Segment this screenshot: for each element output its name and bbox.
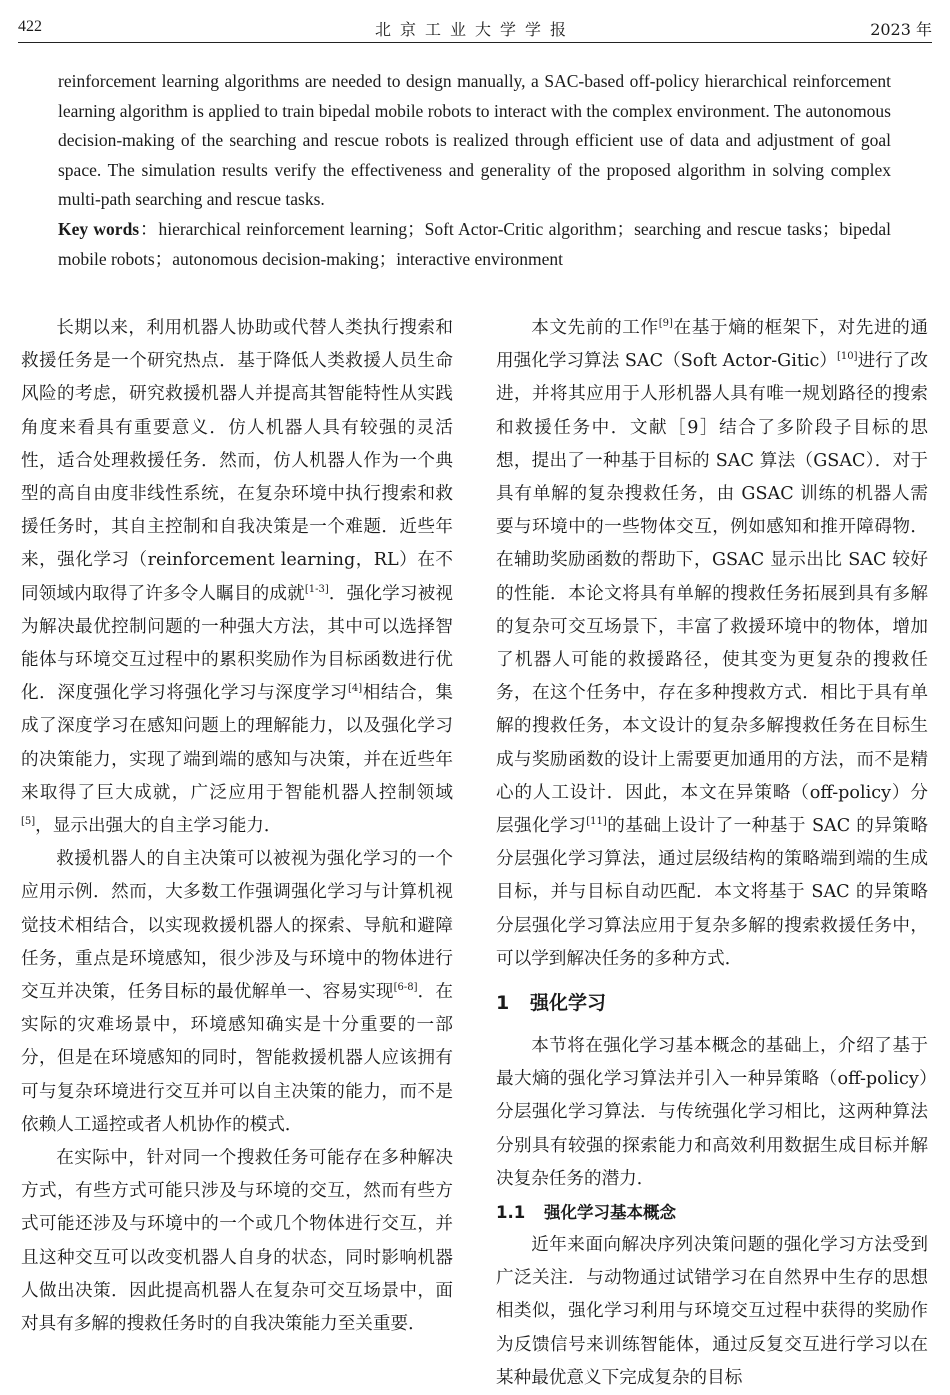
running-header [18, 14, 932, 43]
section-title: 强化学习 [530, 992, 607, 1015]
paragraph: 救援机器人的自主决策可以被视为强化学习的一个应用示例．然而，大多数工作强调强化学习与计算机视觉技术相结合，以实现救援机器人的探索、导航和避障任务，重点是环境感知，很少涉及与环境中的物体进行交互并决策，任务目标的最优解单一、容易实现[6-8]．在实际的灾难场景中，环境感知确实是十分重要的一部分，但是在环境感知的同时，智能救援机器人应该拥有可与复杂环境进行交互并可以自主决策的能力，而不是依赖人工遥控或者人机协作的模式． [21, 849, 453, 1135]
citation: [9] [658, 318, 673, 330]
keywords-label: Key words [58, 218, 140, 239]
citation: [11] [586, 816, 607, 828]
citation: [4] [347, 683, 363, 695]
publication-year: 2023 年 [870, 20, 932, 39]
paragraph: 长期以来，利用机器人协助或代替人类执行搜索和救援任务是一个研究热点．基于降低人类救援人员生命风险的考虑，研究救援机器人并提高其智能特性从实践角度来看具有重要意义．仿人机器人具有较强的灵活性，适合处理救援任务．然而，仿人机器人作为一个典型的高自由度非线性系统，在复杂环境中执行搜索和救援任务时，其自主控制和自我决策是一个难题．近些年来，强化学习（reinforcement learning，RL）在不同领域内取得了许多令人瞩目的成就[1-3]．强化学习被视为解决最优控制问题的一种强大方法，其中可以选择智能体与环境交互过程中的累积奖励作为目标函数进行优化．深度强化学习将强化学习与深度学习[4]相结合，集成了深度学习在感知问题上的理解能力，以及强化学习的决策能力，实现了端到端的感知与决策，并在近些年来取得了巨大成就，广泛应用于智能机器人控制领域[5]，显示出强大的自主学习能力． [21, 318, 453, 837]
page-number: 422 [18, 18, 42, 35]
journal-name: 北京工业大学学报 [374, 20, 575, 39]
section-number: 1 [496, 992, 510, 1015]
left-column [21, 312, 453, 1341]
paragraph: 近年来面向解决序列决策问题的强化学习方法受到广泛关注．与动物通过试错学习在自然界中生存的思想相类似，强化学习利用与环境交互过程中获得的奖励作为反馈信号来训练智能体，通过反复交互进行学习以在某种最优意义下完成复杂的目标 [496, 1235, 928, 1388]
subsection-heading [496, 1196, 928, 1229]
paragraph: 本文先前的工作[9]在基于熵的框架下，对先进的通用强化学习算法 SAC（Soft Actor-Gitic）[10]进行了改进，并将其应用于人形机器人具有唯一规划路径的搜索和救援任务中．文献［9］结合了多阶段子目标的思想，提出了一种基于目标的 SAC 算法（GSAC）．对于具有单解的复杂搜救任务，由 GSAC 训练的机器人需要与环境中的一些物体交互，例如感知和推开障碍物．在辅助奖励函数的帮助下，GSAC 显示出比 SAC 较好的性能．本论文将具有单解的搜救任务拓展到具有多解的复杂可交互场景下，丰富了救援环境中的物体，增加了机器人可能的救援路径，使其变为更复杂的搜救任务，在这个任务中，存在多种搜救方式．相比于具有单解的搜救任务，本文设计的复杂多解搜救任务在目标生成与奖励函数的设计上需要更加通用的方法，而不是精心的人工设计．因此，本文在异策略（off-policy）分层强化学习[11]的基础上设计了一种基于 SAC 的异策略分层强化学习算法，通过层级结构的策略端到端的生成目标，并与目标自动匹配．本文将基于 SAC 的异策略分层强化学习算法应用于复杂多解的搜索救援任务中，可以学到解决任务的多种方式． [496, 318, 928, 969]
keywords [58, 215, 891, 274]
english-abstract [58, 67, 891, 274]
paragraph: 本节将在强化学习基本概念的基础上，介绍了基于最大熵的强化学习算法并引入一种异策略（off-policy）分层强化学习算法．与传统强化学习相比，这两种算法分别具有较强的探索能力和高效利用数据生成目标并解决复杂任务的潜力． [496, 1036, 928, 1189]
keywords-list: ：hierarchical reinforcement learning；Soft Actor-Critic algorithm；searching and rescue tasks；bipedal mobile robots；autonomous decision-making；interactive environment [58, 218, 892, 269]
subsection-title: 强化学习基本概念 [544, 1203, 676, 1223]
citation: [6-8] [393, 982, 418, 994]
paragraph: 在实际中，针对同一个搜救任务可能存在多种解决方式，有些方式可能只涉及与环境的交互，然而有些方式可能还涉及与环境中的一个或几个物体进行交互，并且这种交互可以改变机器人自身的状态，同时影响机器人做出决策．因此提高机器人在复杂可交互场景中，面对具有多解的搜救任务时的自我决策能力至关重要． [21, 1148, 453, 1335]
right-column [496, 312, 928, 1395]
subsection-number: 1.1 [496, 1203, 526, 1223]
citation: [5] [21, 816, 36, 828]
citation: [1-3] [304, 583, 329, 595]
abstract-text: reinforcement learning algorithms are needed to design manually, a SAC-based off-policy hierarchical reinforcement learning algorithm is applied to train bipedal mobile robots to interact with the complex environment. The autonomous decision-making of the searching and rescue robots is realized through efficient use of data and adjustment of goal space. The simulation results verify the effectiveness and generality of the proposed algorithm in solving complex multi-path searching and rescue tasks. [58, 71, 891, 210]
citation: [10] [837, 351, 858, 363]
section-heading [496, 985, 928, 1021]
